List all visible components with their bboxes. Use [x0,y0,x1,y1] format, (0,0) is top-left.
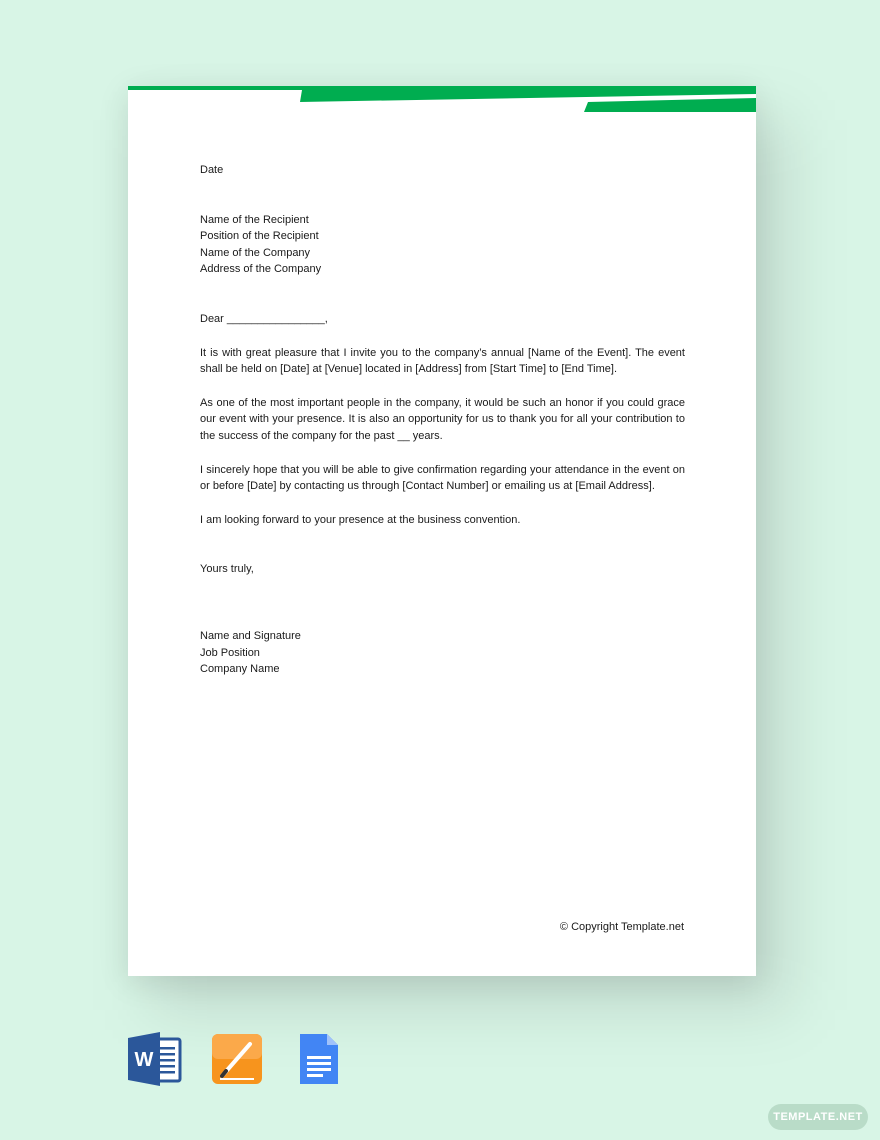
app-icons-row [128,1032,346,1086]
closing: Yours truly, [200,563,254,576]
pages-icon[interactable] [210,1032,264,1086]
salutation: Dear ________________, [200,312,328,325]
recipient-position: Position of the Recipient [200,230,319,243]
recipient-company: Name of the Company [200,246,311,259]
template-net-watermark: TEMPLATE.NET [768,1104,868,1130]
copyright-notice: © Copyright Template.net [559,921,684,933]
paragraph-closing-remark: I am looking forward to your presence at the business convention. [200,513,521,526]
date-line: Date [200,164,224,176]
svg-text:W: W [134,1049,154,1071]
paragraph-invitation: It is with great pleasure that I invite you to the company’s annual [Name of the Event]. The event shall be held on [Date] at [Venue] located in [Address] from [Start Time] to [End Time]. [200,346,685,376]
signature-job: Job Position [200,646,260,659]
letter-body [200,162,685,678]
letter-document [128,86,756,976]
header-stripe-graphic [128,86,756,116]
paragraph-confirmation: I sincerely hope that you will be able to give confirmation regarding your attendance in the event on or before [Date] by contacting us through [Contact Number] or emailing us at [Email Address]. [200,463,685,493]
google-docs-icon[interactable] [292,1032,346,1086]
signature-name: Name and Signature [200,629,301,642]
signature-company: Company Name [200,663,280,676]
paragraph-honor: As one of the most important people in the company, it would be such an honor if you could grace our event with your presence. It is also an opportunity for us to thank you for all your contribution to the success of the company for the past __ years. [200,396,685,442]
recipient-address: Address of the Company [200,263,322,276]
recipient-name: Name of the Recipient [200,213,309,226]
word-icon[interactable] [128,1032,182,1086]
